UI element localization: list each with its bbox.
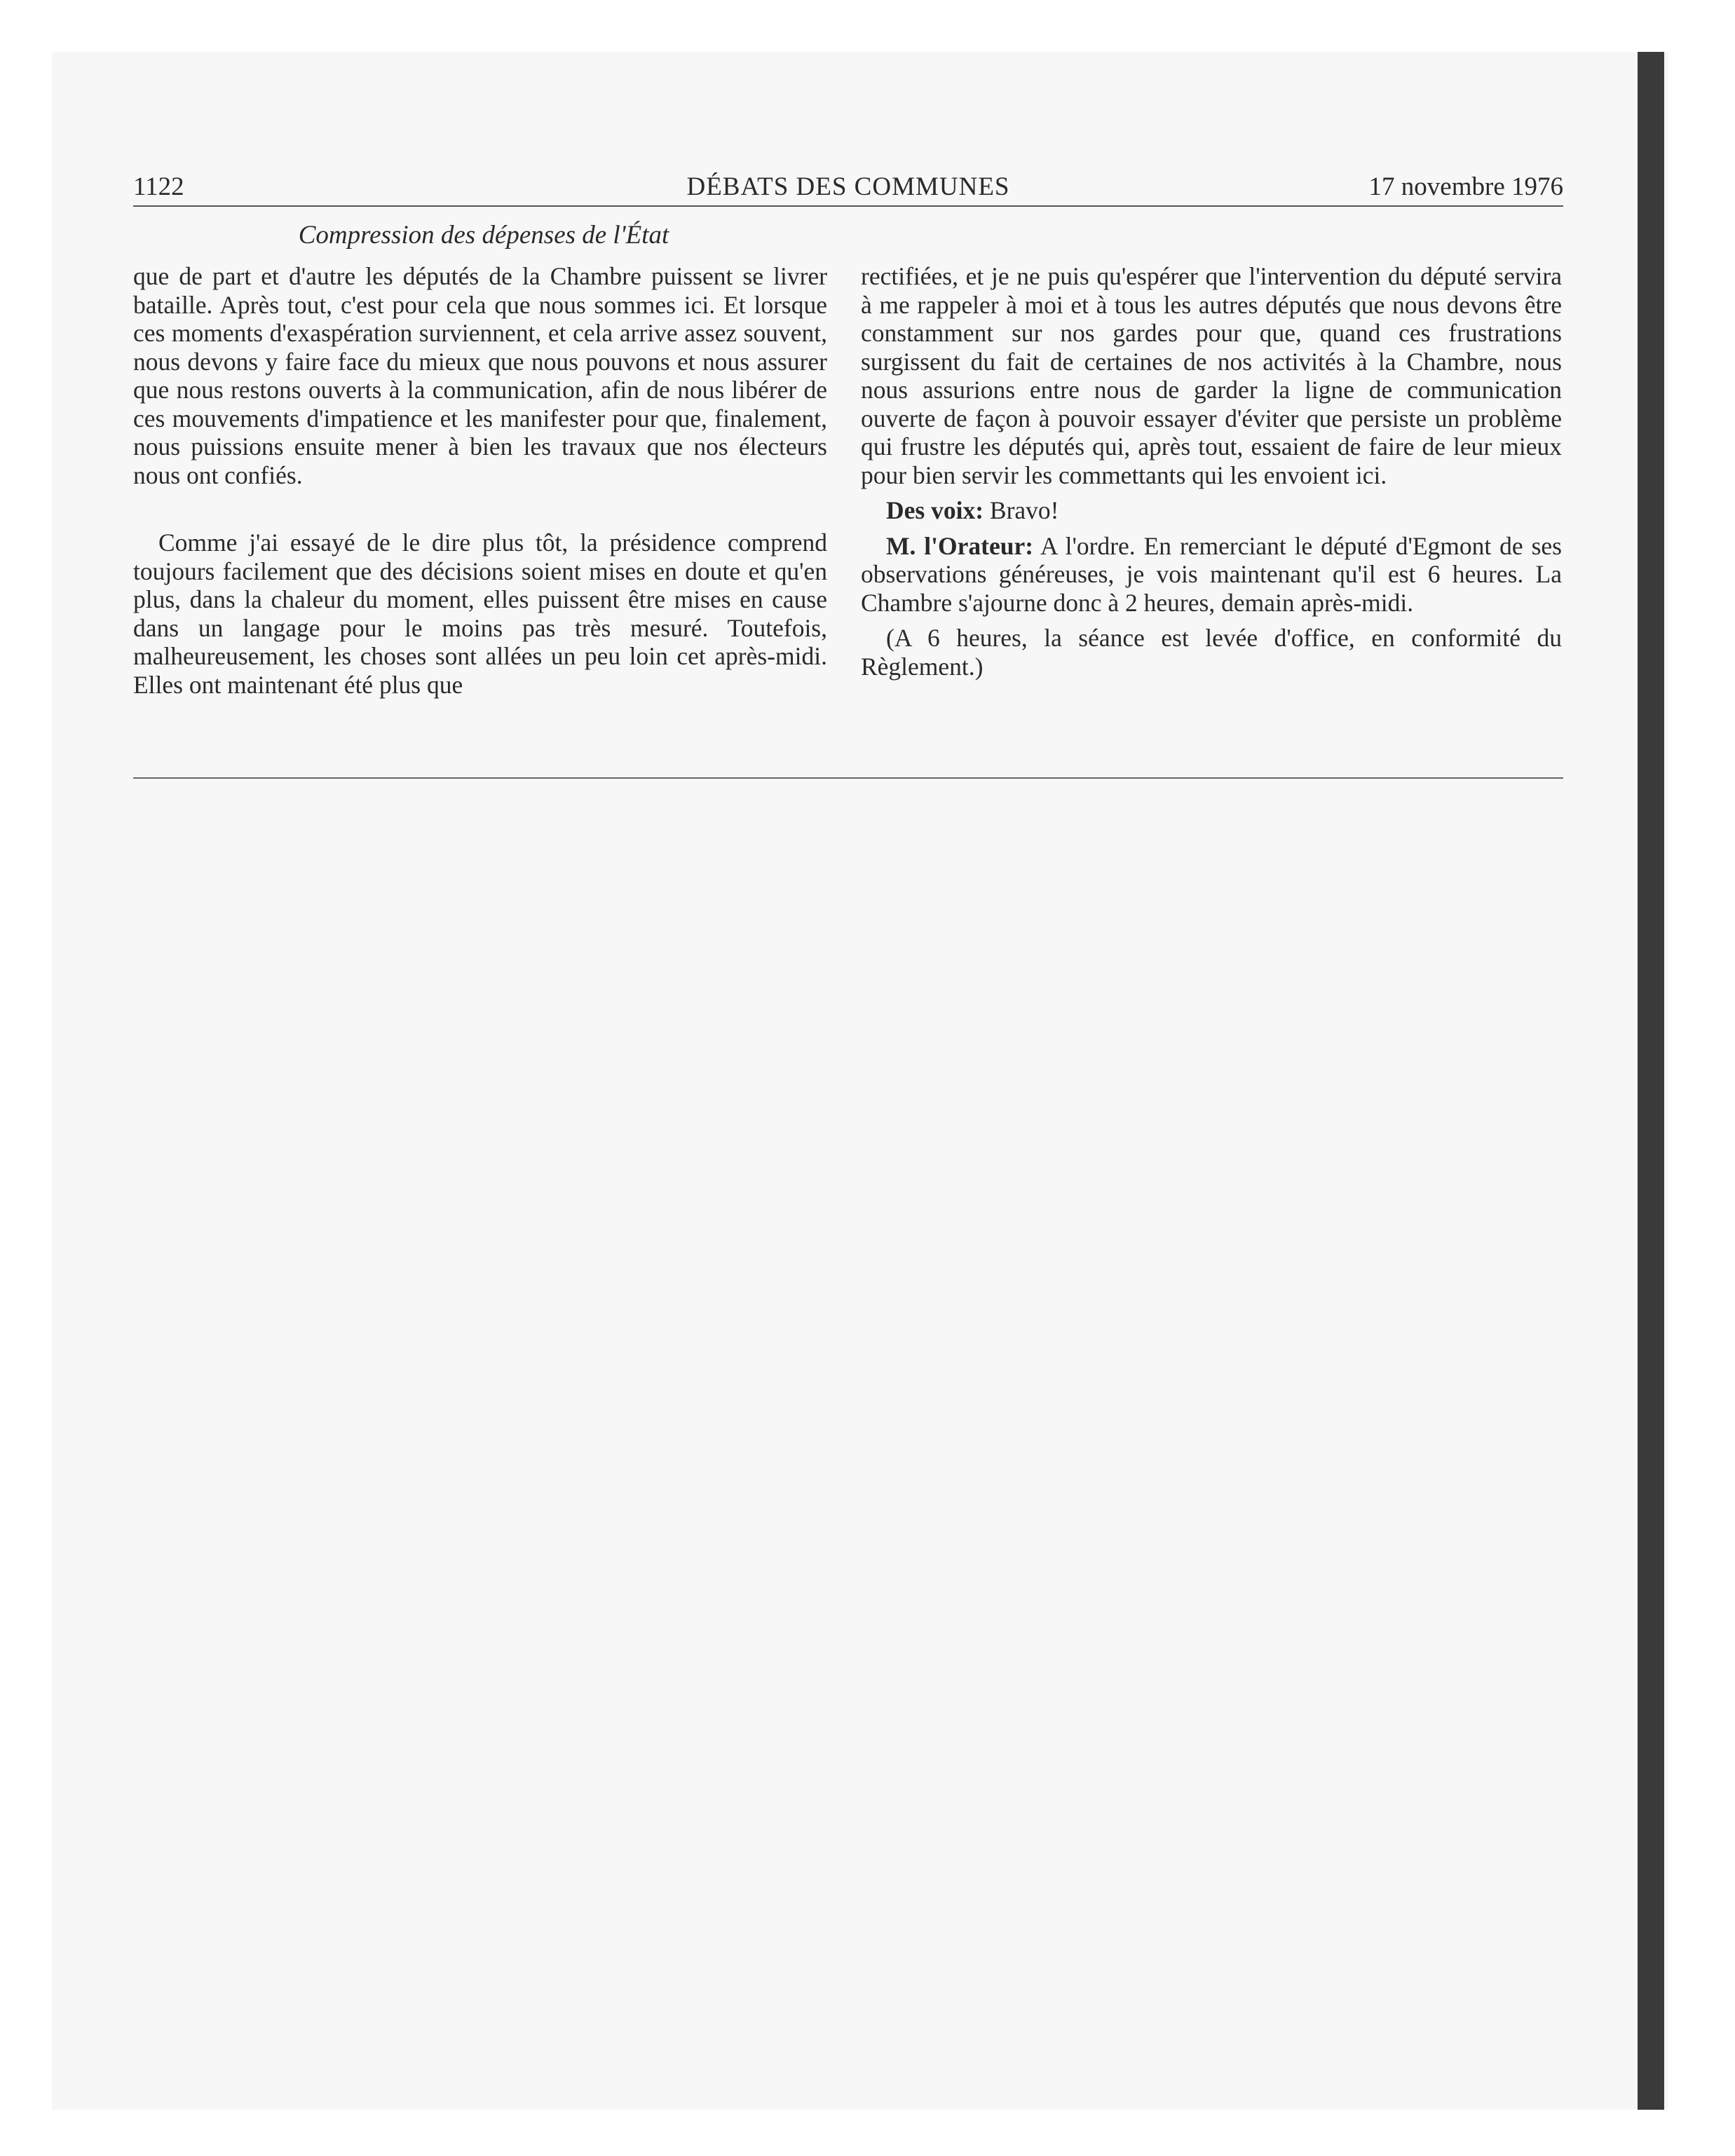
speaker-label-orateur: M. l'Orateur: (886, 531, 1034, 560)
adjournment-note: (A 6 heures, la séance est levée d'office, en conformité du Règlement.) (861, 624, 1562, 681)
voices-text: Bravo! (989, 496, 1059, 524)
speaker-label-voices: Des voix: (886, 496, 984, 524)
left-paragraph-2: Comme j'ai essayé de le dire plus tôt, la présidence comprend toujours facilement que des décisions soient mises en doute et qu'en plus, dans la chaleur du moment, elles puissent être mises en cause dans un langage pour le moins pas très mesuré. Toutefois, malheureusement, les choses sont allées un peu loin cet après-midi. Elles ont maintenant été plus que (133, 528, 827, 699)
speaker-statement (861, 532, 1562, 618)
page-number: 1122 (133, 172, 184, 201)
voices-interjection (861, 496, 1562, 525)
speaker-statement-text: A l'ordre. En remerciant le député d'Egmont de ses observations généreuses, je vois maintenant qu'il est 6 heures. La Chambre s'ajourne donc à 2 heures, demain après-midi. (861, 531, 1562, 617)
left-paragraph-1: que de part et d'autre les députés de la Chambre puissent se livrer bataille. Après tout, c'est pour cela que nous sommes ici. Et lorsque ces moments d'exaspération surviennent, et cela arrive assez souvent, nous devons y faire face du mieux que nous pouvons et nous assurer que nous restons ouverts à la communication, afin de nous libérer de ces mouvements d'impatience et les manifester pour que, finalement, nous puissions ensuite mener à bien les travaux que nos électeurs nous ont confiés. (133, 262, 827, 489)
journal-title: DÉBATS DES COMMUNES (686, 172, 1010, 201)
scan-edge-shadow (1638, 52, 1664, 2110)
footer-rule (133, 777, 1563, 779)
header-rule (133, 205, 1563, 207)
issue-date: 17 novembre 1976 (1368, 172, 1563, 201)
left-column (133, 262, 827, 699)
right-column (861, 262, 1562, 681)
right-paragraph-1: rectifiées, et je ne puis qu'espérer que l'intervention du député servira à me rappeler à moi et à tous les autres députés que nous devons être constamment sur nos gardes pour que, quand ces frustrations surgissent du fait de certaines de nos activités à la Chambre, nous nous assurions entre nous de garder la ligne de communication ouverte de façon à pouvoir essayer d'éviter que persiste un problème qui frustre les députés qui, après tout, essaient de faire de leur mieux pour bien servir les commettants qui les envoient ici. (861, 262, 1562, 489)
page-header (133, 172, 1563, 207)
section-title: Compression des dépenses de l'État (298, 221, 669, 250)
